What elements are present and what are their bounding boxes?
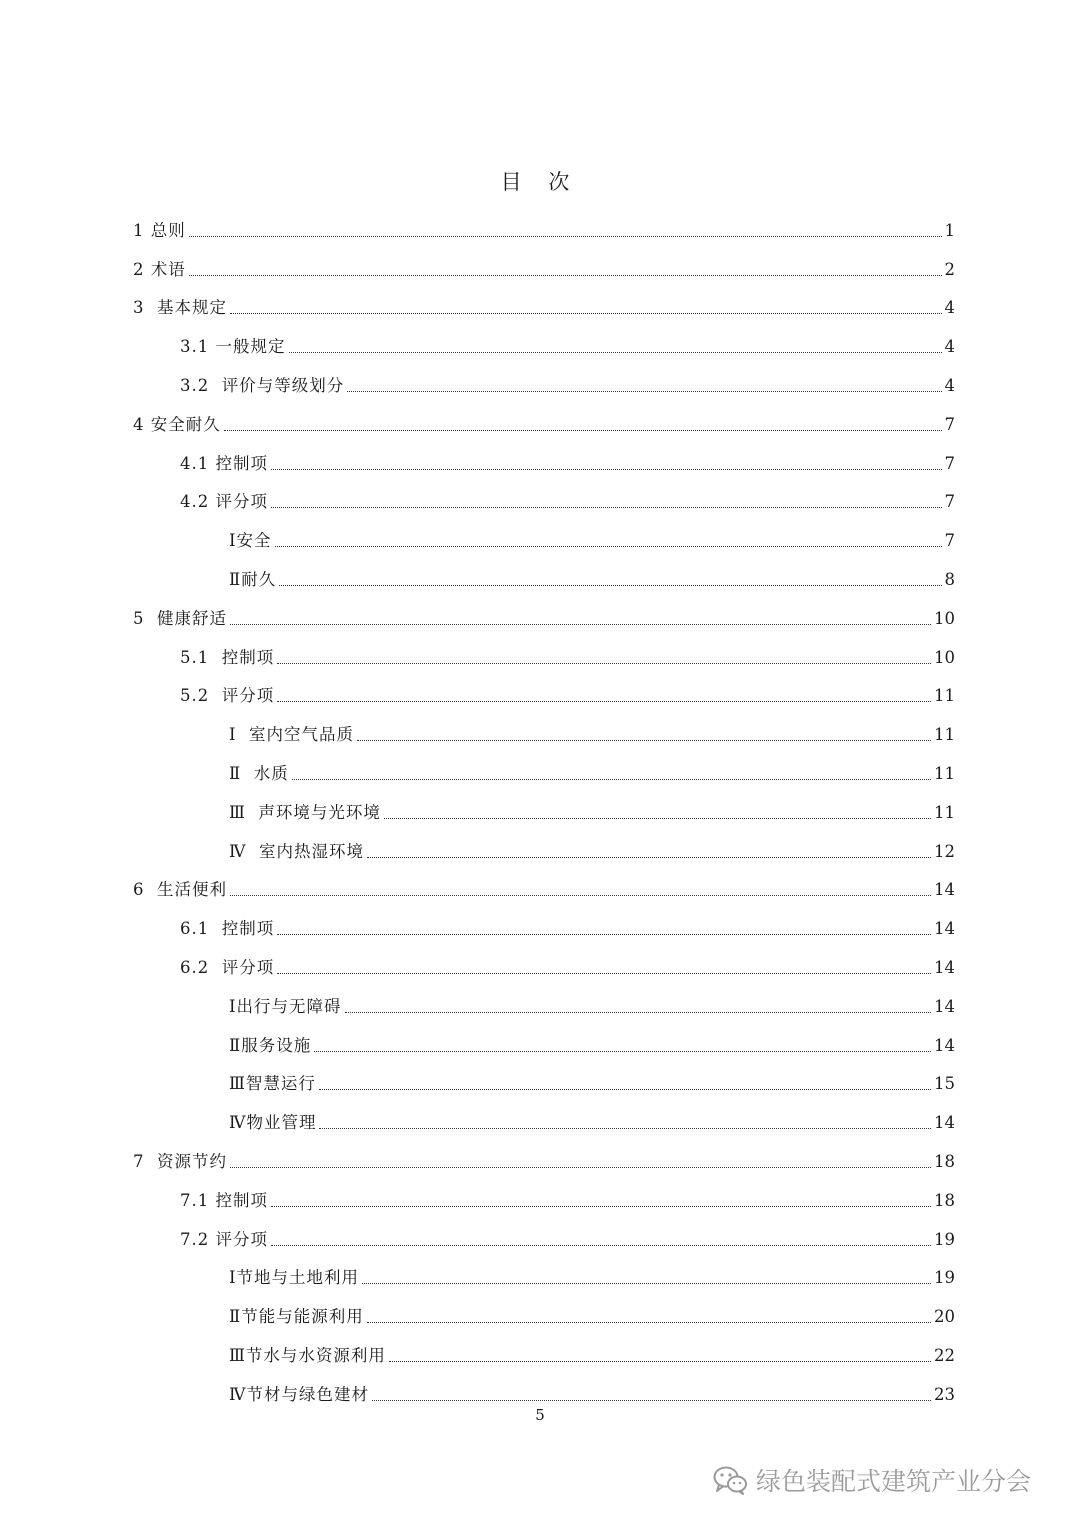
toc-entry [133, 203, 955, 242]
toc-dot-leader [362, 1283, 931, 1284]
toc-entry-page: 8 [944, 569, 955, 589]
toc-entry-page: 14 [934, 880, 955, 900]
toc-entry [229, 1095, 955, 1134]
toc-entry [133, 281, 955, 320]
toc-dot-leader [367, 857, 931, 858]
toc-dot-leader [271, 507, 942, 508]
toc-entry [180, 1212, 955, 1251]
toc-entry-label: 7.2 评分项 [180, 1229, 268, 1249]
toc-entry-page: 4 [944, 375, 955, 395]
toc-dot-leader [319, 1089, 931, 1090]
toc-entry [229, 824, 955, 863]
toc-entry-label: 3.2 评价与等级划分 [180, 375, 345, 395]
toc-dot-leader [271, 1206, 931, 1207]
toc-entry-page: 7 [944, 531, 955, 551]
toc-entry-label: 5.1 控制项 [180, 647, 275, 667]
toc-entry [133, 242, 955, 281]
watermark-text: 绿色装配式建筑产业分会 [756, 1467, 1032, 1496]
toc-entry [180, 475, 955, 514]
toc-entry [180, 630, 955, 669]
toc-dot-leader [189, 236, 942, 237]
watermark [712, 1462, 1031, 1498]
toc-entry-page: 18 [934, 1190, 955, 1210]
toc-entry-page: 14 [934, 1035, 955, 1055]
page-title: 目 次 [500, 170, 580, 194]
toc-entry-page: 14 [934, 919, 955, 939]
toc-dot-leader [347, 391, 941, 392]
toc-entry-label: 6.2 评分项 [180, 957, 275, 977]
toc-dot-leader [275, 546, 942, 547]
toc-entry-label: Ⅳ 室内热湿环境 [229, 841, 364, 861]
toc-dot-leader [277, 663, 931, 664]
toc-dot-leader [384, 818, 931, 819]
toc-entry-label: 4.1 控制项 [180, 453, 268, 473]
toc-entry-page: 7 [944, 453, 955, 473]
toc-dot-leader [279, 585, 941, 586]
toc-entry-page: 7 [944, 492, 955, 512]
toc-entry [180, 319, 955, 358]
toc-dot-leader [277, 934, 931, 935]
toc-dot-leader [277, 701, 931, 702]
toc-entry-label: Ⅱ耐久 [229, 569, 277, 589]
toc-entry-label: Ⅰ安全 [229, 531, 272, 551]
toc-entry-page: 1 [944, 220, 955, 240]
toc-entry-page: 14 [934, 957, 955, 977]
toc-dot-leader [271, 1245, 931, 1246]
page-number: 5 [535, 1406, 545, 1424]
toc-entry [180, 1173, 955, 1212]
toc-entry-page: 4 [944, 298, 955, 318]
toc-entry-page: 14 [934, 1113, 955, 1133]
toc-entry [229, 1018, 955, 1057]
toc-entry-label: 6.1 控制项 [180, 919, 275, 939]
toc-entry-label: Ⅲ节水与水资源利用 [229, 1345, 386, 1365]
toc-entry-label: 2 术语 [133, 259, 186, 279]
toc-entry [180, 940, 955, 979]
toc-dot-leader [289, 352, 942, 353]
toc-entry-label: 5.2 评分项 [180, 686, 275, 706]
toc-entry-label: Ⅰ出行与无障碍 [229, 996, 342, 1016]
toc-entry-label: 5 健康舒适 [133, 608, 227, 628]
toc-entry-page: 18 [934, 1151, 955, 1171]
toc-entry [180, 669, 955, 708]
toc-dot-leader [230, 313, 942, 314]
toc-entry [133, 863, 955, 902]
toc-entry [180, 358, 955, 397]
toc-entry [229, 746, 955, 785]
toc-dot-leader [367, 1322, 931, 1323]
toc-entry-label: 7 资源节约 [133, 1151, 227, 1171]
toc-entry [229, 513, 955, 552]
toc-dot-leader [389, 1361, 931, 1362]
toc-entry-page: 20 [934, 1307, 955, 1327]
toc-entry-page: 11 [934, 763, 955, 783]
toc-entry-page: 11 [934, 802, 955, 822]
toc-entry [133, 1134, 955, 1173]
toc-entry [229, 1057, 955, 1096]
toc-dot-leader [345, 1012, 931, 1013]
toc-dot-leader [189, 275, 942, 276]
toc-entry-page: 19 [934, 1268, 955, 1288]
toc-entry [229, 1251, 955, 1290]
toc-dot-leader [292, 779, 931, 780]
toc-entry [229, 552, 955, 591]
toc-dot-leader [230, 895, 931, 896]
toc-dot-leader [357, 740, 931, 741]
toc-entry [133, 397, 955, 436]
toc-entry-label: 3.1 一般规定 [180, 337, 286, 357]
toc-entry-page: 14 [934, 996, 955, 1016]
toc-entry-page: 10 [934, 608, 955, 628]
toc-entry-label: Ⅳ节材与绿色建材 [229, 1384, 369, 1404]
toc-entry-label: 1 总则 [133, 220, 186, 240]
toc-dot-leader [230, 1167, 931, 1168]
toc-entry-label: Ⅲ 声环境与光环境 [229, 802, 381, 822]
toc-entry-label: 4 安全耐久 [133, 414, 221, 434]
toc-dot-leader [314, 1051, 931, 1052]
toc-dot-leader [224, 430, 942, 431]
toc-entry [133, 591, 955, 630]
toc-entry [229, 1289, 955, 1328]
toc-entry-label: Ⅱ节能与能源利用 [229, 1307, 364, 1327]
toc-dot-leader [372, 1400, 931, 1401]
toc-dot-leader [277, 973, 931, 974]
toc-entry-page: 12 [934, 841, 955, 861]
toc-entry-label: 6 生活便利 [133, 880, 227, 900]
toc-dot-leader [271, 469, 942, 470]
toc-entry-label: Ⅲ智慧运行 [229, 1074, 316, 1094]
toc-entry-page: 19 [934, 1229, 955, 1249]
wechat-icon [712, 1464, 748, 1496]
toc-dot-leader [319, 1128, 931, 1129]
toc-entry-page: 23 [934, 1384, 955, 1404]
toc-entry [180, 901, 955, 940]
toc-entry-label: 3 基本规定 [133, 298, 227, 318]
toc-entry-page: 11 [934, 725, 955, 745]
toc-entry-page: 2 [944, 259, 955, 279]
toc-entry [229, 979, 955, 1018]
toc-entry [229, 785, 955, 824]
toc-entry-page: 7 [944, 414, 955, 434]
toc-entry-page: 4 [944, 337, 955, 357]
toc-entry-label: 7.1 控制项 [180, 1190, 268, 1210]
toc-entry [180, 436, 955, 475]
toc-entry-label: Ⅱ 水质 [229, 763, 289, 783]
toc-entry-label: Ⅳ物业管理 [229, 1113, 317, 1133]
toc-entry-label: 4.2 评分项 [180, 492, 268, 512]
toc-entry-label: Ⅰ 室内空气品质 [229, 725, 355, 745]
toc-entry [229, 1328, 955, 1367]
toc-entry-page: 11 [934, 686, 955, 706]
toc-entry-label: Ⅰ节地与土地利用 [229, 1268, 360, 1288]
toc-entry-page: 22 [934, 1345, 955, 1365]
toc-dot-leader [230, 624, 931, 625]
toc-entry [229, 707, 955, 746]
toc-entry-page: 10 [934, 647, 955, 667]
toc-entry-page: 15 [934, 1074, 955, 1094]
toc-entry-label: Ⅱ服务设施 [229, 1035, 312, 1055]
toc-entry [229, 1367, 955, 1406]
